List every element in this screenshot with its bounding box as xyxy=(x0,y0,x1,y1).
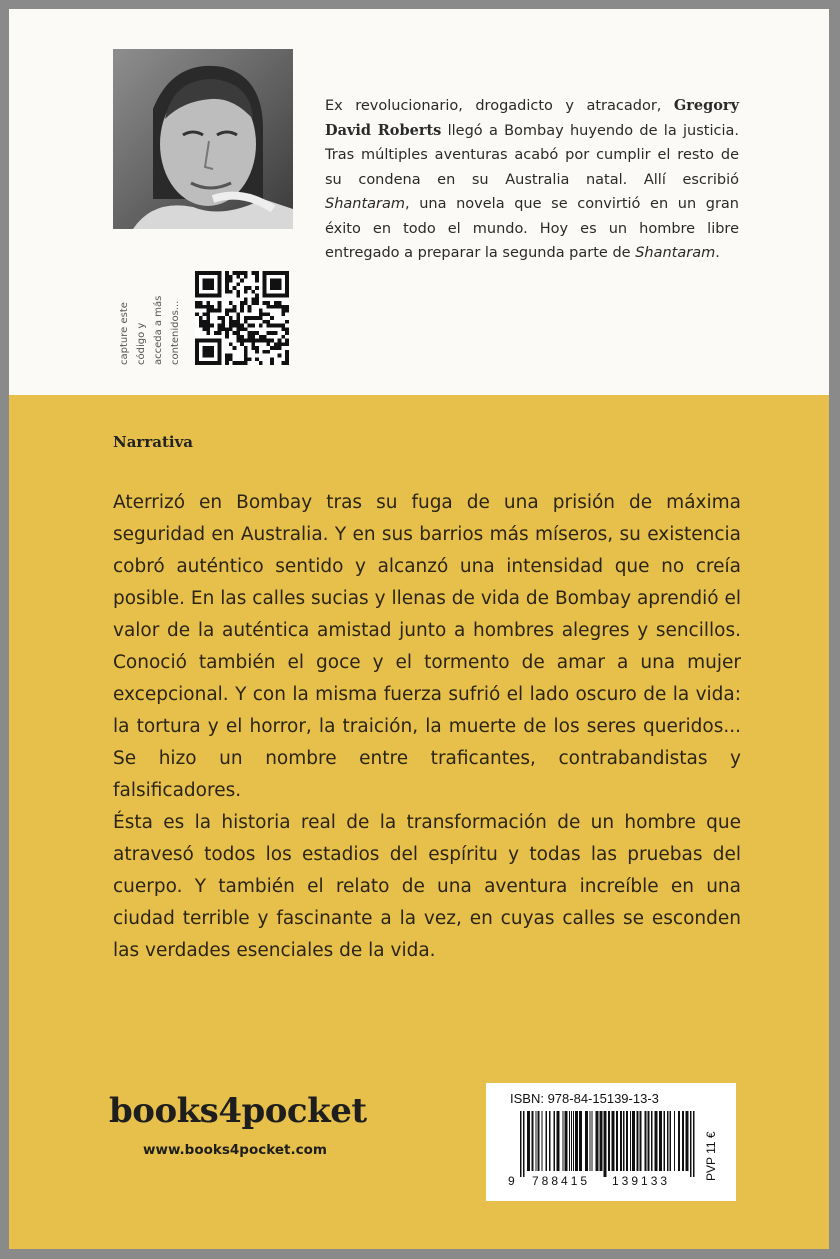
barcode-first-digit: 9 xyxy=(508,1174,515,1187)
qr-caption xyxy=(113,271,187,367)
publisher-logo: books4pocket xyxy=(109,1091,367,1131)
author-name: Gregory David Roberts xyxy=(325,97,739,139)
book-back-cover xyxy=(9,9,829,1249)
isbn-text: ISBN: 978-84-15139-13-3 xyxy=(510,1091,659,1106)
publisher-url[interactable]: www.books4pocket.com xyxy=(143,1142,327,1158)
book-blurb xyxy=(113,487,741,967)
qr-caption-line: acceda a más xyxy=(153,295,164,365)
barcode-icon xyxy=(508,1111,698,1187)
author-section xyxy=(9,9,829,395)
author-photo xyxy=(113,49,293,229)
price-label: PVP 11 € xyxy=(704,1131,718,1181)
genre-label: Narrativa xyxy=(113,433,194,451)
author-bio xyxy=(325,94,739,266)
bio-intro: Ex revolucionario, drogadicto y atracador, xyxy=(325,98,674,114)
barcode-digits-right: 139133 xyxy=(612,1174,671,1187)
bio-text: , una novela que se convirtió en un gran éxito en todo el mundo. Hoy es un hombre libre entregado a preparar la segunda parte de xyxy=(325,196,739,261)
book-title: Shantaram xyxy=(635,245,716,261)
bio-text: . xyxy=(715,245,720,261)
qr-caption-line: código y xyxy=(136,322,147,365)
author-portrait-icon xyxy=(113,49,293,229)
book-title: Shantaram xyxy=(325,196,406,212)
qr-caption-line: capture este xyxy=(119,302,130,365)
qr-code[interactable] xyxy=(195,271,289,365)
blurb-paragraph: Aterrizó en Bombay tras su fuga de una prisión de máxima seguridad en Australia. Y en sus barrios más míseros, su existencia cobró auténtico sentido y alcanzó una intensidad que no creía posible. En las calles sucias y llenas de vida de Bombay aprendió el valor de la auténtica amistad junto a hombres alegres y sencillos. Conoció también el goce y el tormento de amar a una mujer excepcional. Y con la misma fuerza sufrió el lado oscuro de la vida: la tortura y el horror, la traición, la muerte de los seres queridos... Se hizo un nombre entre traficantes, contrabandistas y falsificadores. xyxy=(113,492,741,801)
bio-text: llegó a Bombay huyendo de la justicia. Tras múltiples aventuras acabó por cumplir el resto de su condena en su Australia natal. Allí escribió xyxy=(325,122,739,188)
qr-code-icon xyxy=(195,271,289,365)
barcode-box xyxy=(486,1083,736,1201)
blurb-paragraph: Ésta es la historia real de la transformación de un hombre que atravesó todos los estadios del espíritu y todas las pruebas del cuerpo. Y también el relato de una aventura increíble en una ciudad terrible y fascinante a la vez, en cuyas calles se esconden las verdades esenciales de la vida. xyxy=(113,812,741,961)
barcode-digits-left: 788415 xyxy=(532,1174,591,1187)
qr-caption-line: contenidos... xyxy=(170,300,181,365)
